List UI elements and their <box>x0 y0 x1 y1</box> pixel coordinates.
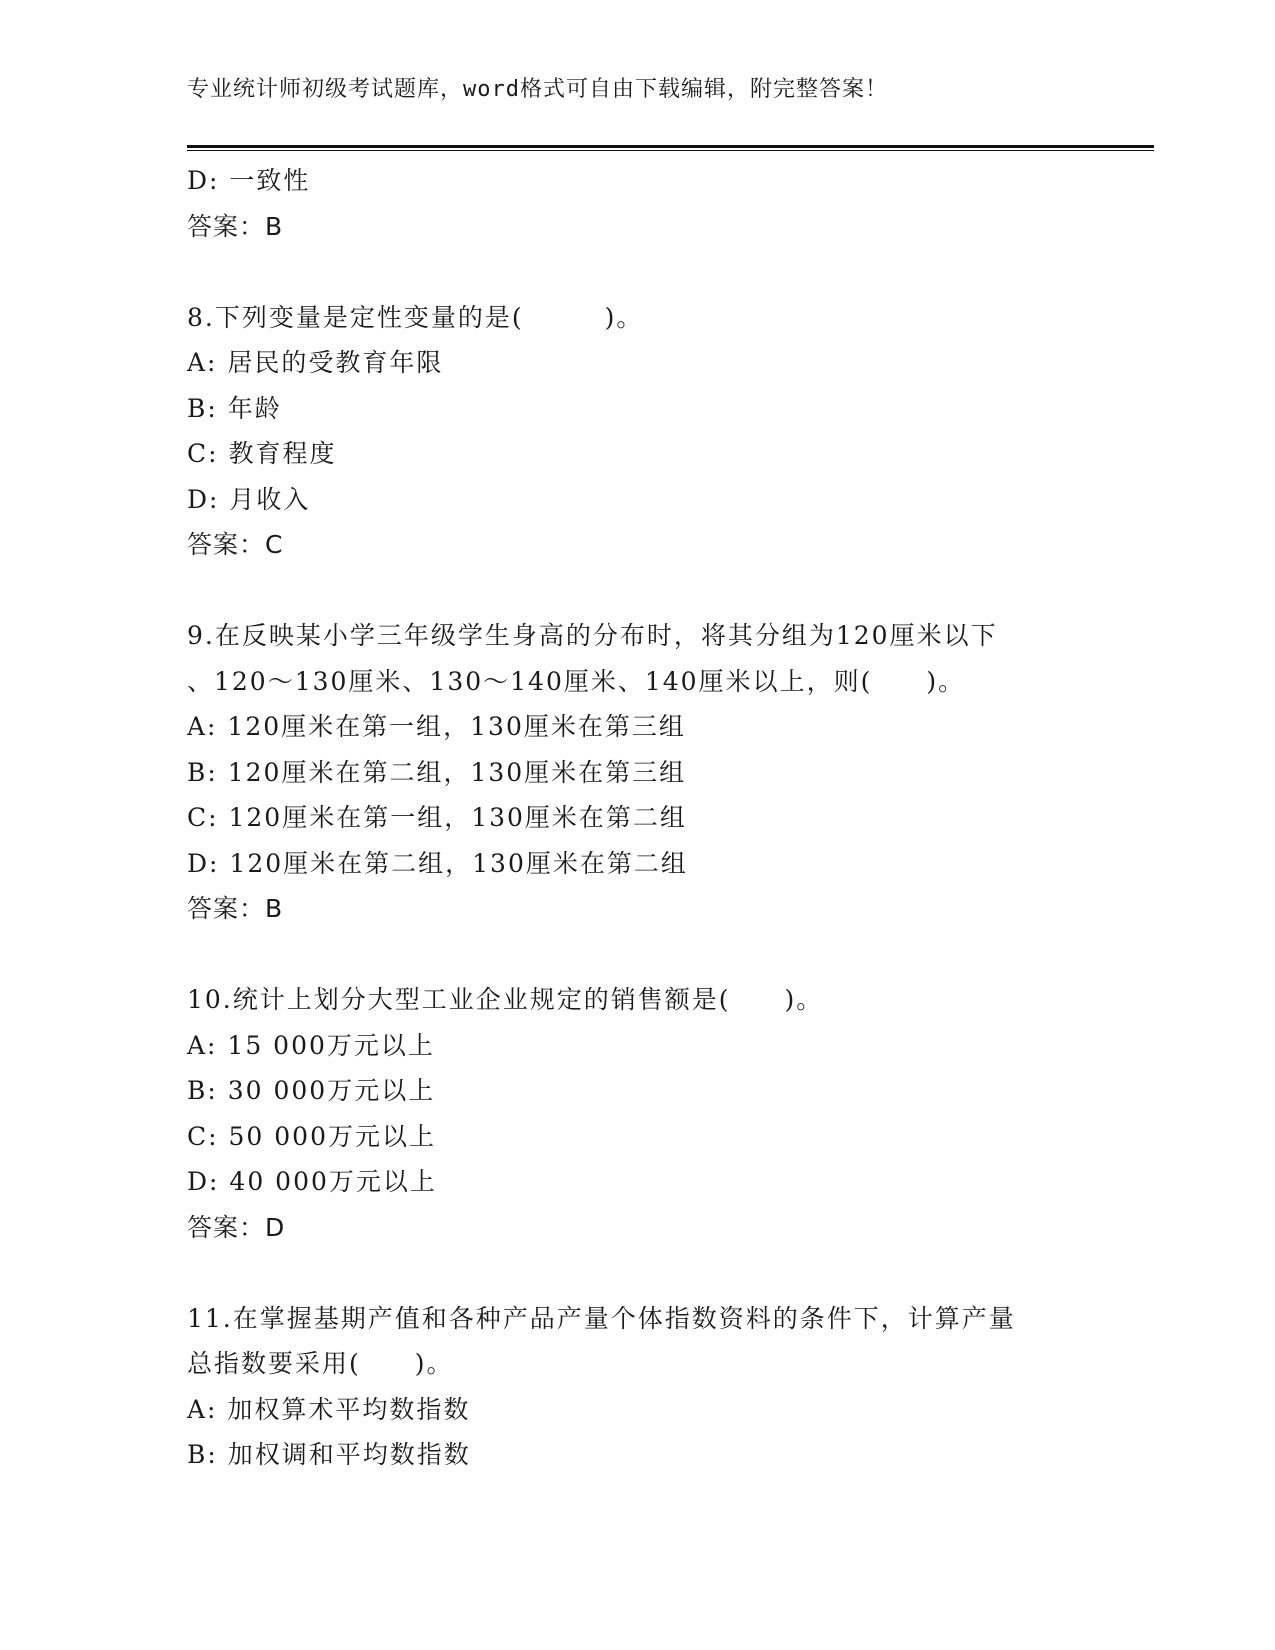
header-rule-thick <box>187 145 1154 148</box>
question-9 <box>187 613 1087 932</box>
spacer <box>187 1250 1087 1296</box>
option-a: A: 15 000万元以上 <box>187 1030 435 1060</box>
answer-label: 答案：C <box>187 530 284 559</box>
option-c: C: 教育程度 <box>187 439 337 468</box>
option-b: B: 120厘米在第二组，130厘米在第三组 <box>187 757 687 787</box>
option-a: A: 居民的受教育年限 <box>187 348 444 377</box>
question-stem: 8.下列变量是定性变量的是( )。 <box>187 302 644 332</box>
question-stem: 11.在掌握基期产值和各种产品产量个体指数资料的条件下，计算产量 <box>187 1303 1016 1333</box>
spacer <box>187 568 1087 614</box>
answer-label: 答案：B <box>187 894 284 923</box>
option-c: C: 120厘米在第一组，130厘米在第二组 <box>187 803 687 832</box>
answer-label: 答案：D <box>187 1212 286 1242</box>
option-b: B: 加权调和平均数指数 <box>187 1440 471 1469</box>
option-d: D: 40 000万元以上 <box>187 1167 437 1196</box>
option-d: D: 月收入 <box>187 484 311 514</box>
option-b: B: 年龄 <box>187 393 282 423</box>
option-a: A: 加权算术平均数指数 <box>187 1394 471 1424</box>
question-11 <box>187 1296 1087 1478</box>
question-stem-continued: 、120～130厘米、130～140厘米、140厘米以上，则( )。 <box>187 666 966 696</box>
option-b: B: 30 000万元以上 <box>187 1076 436 1105</box>
header-rule-thin <box>187 150 1154 151</box>
option-d: D: 一致性 <box>187 166 311 195</box>
spacer <box>187 249 1087 295</box>
question-stem: 10.统计上划分大型工业企业规定的销售额是( )。 <box>187 985 824 1014</box>
option-a: A: 120厘米在第一组，130厘米在第三组 <box>187 712 686 741</box>
question-8 <box>187 295 1087 568</box>
page-header: 专业统计师初级考试题库，word格式可自由下载编辑，附完整答案！ <box>187 77 888 102</box>
question-stem: 9.在反映某小学三年级学生身高的分布时，将其分组为120厘米以下 <box>187 621 998 650</box>
option-c: C: 50 000万元以上 <box>187 1121 436 1151</box>
spacer <box>187 932 1087 978</box>
question-stem-continued: 总指数要采用( )。 <box>187 1349 454 1378</box>
question-10 <box>187 977 1087 1250</box>
option-d: D: 120厘米在第二组，130厘米在第二组 <box>187 848 688 878</box>
question-list <box>187 158 1087 1478</box>
answer-label: 答案：B <box>187 211 284 241</box>
